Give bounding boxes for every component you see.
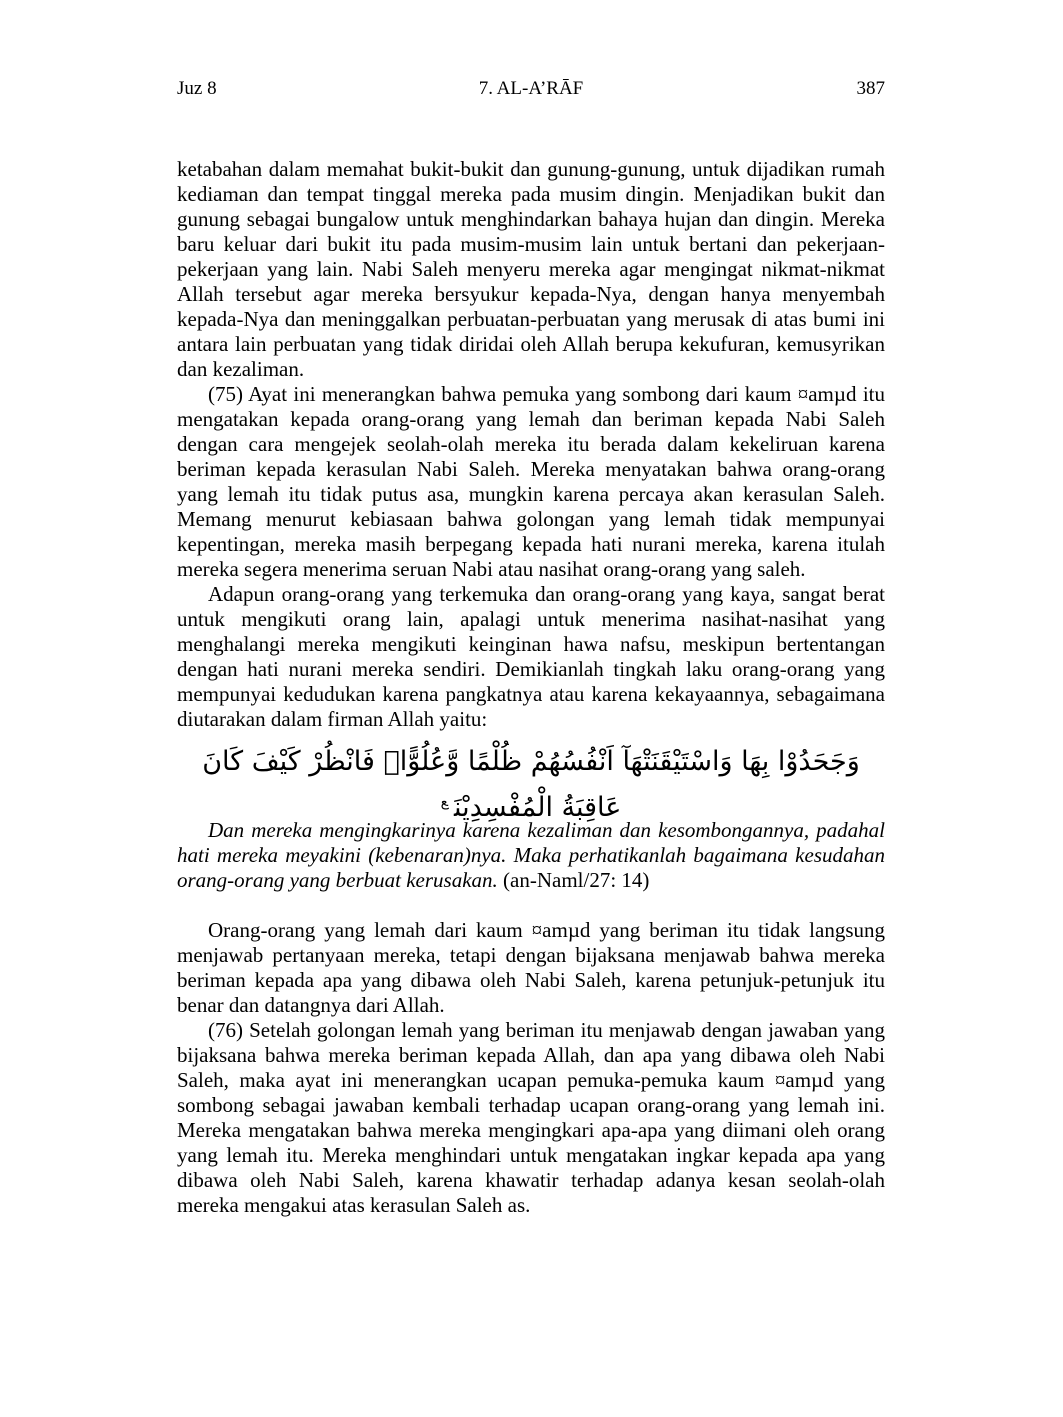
juz-label: Juz 8 bbox=[177, 78, 217, 99]
surah-title: 7. AL-A’RĀF bbox=[478, 78, 584, 99]
paragraph-continuation: ketabahan dalam memahat bukit-bukit dan gunung-gunung, untuk dijadikan rumah kediaman dan tempat tinggal mereka pada musim dingin. Menjadikan bukit dan gunung sebagai bungalow untuk menghindarkan bahaya hujan dan dingin. Mereka baru keluar dari bukit itu pada musim-musim lain untuk bertani dan pekerjaan-pekerjaan yang lain. Nabi Saleh menyeru mereka agar mengingat nikmat-nikmat Allah tersebut agar mereka bersyukur kepada-Nya, dengan hanya menyembah kepada-Nya dan meninggalkan perbuatan-perbuatan yang merusak di atas bumi ini antara lain perbuatan yang tidak diridai oleh Allah berupa kekufuran, kemusyrikan dan kezaliman. bbox=[177, 157, 885, 381]
quran-verse-arabic bbox=[177, 742, 885, 823]
running-header bbox=[177, 76, 885, 102]
paragraph-weak-reply: Orang-orang yang lemah dari kaum ¤amµd yang beriman itu tidak langsung menjawab pertanyaan mereka, tetapi dengan bijaksana menjawab bahwa mereka beriman kepada apa yang dibawa oleh Nabi Saleh, karena petunjuk-petunjuk itu benar dan datangnya dari Allah. bbox=[177, 918, 885, 1017]
paragraph-verse-76: (76) Setelah golongan lemah yang beriman itu menjawab dengan jawaban yang bijaksana bahwa mereka beriman kepada Allah, dan apa yang dibawa oleh Nabi Saleh, maka ayat ini menerangkan ucapan pemuka-pemuka kaum ¤amµd yang sombong sebagai jawaban kembali terhadap ucapan orang-orang yang lemah ini. Mereka mengatakan bahwa mereka mengingkari apa-apa yang diimani oleh orang yang lemah itu. Mereka menghindari untuk mengatakan ingkar kepada apa yang dibawa oleh Nabi Saleh, karena khawatir terhadap adanya kesan seolah-olah mereka mengakui atas kerasulan Saleh as. bbox=[177, 1018, 885, 1217]
translation-text: Dan mereka mengingkarinya karena kezaliman dan kesombongannya, padahal hati mereka meyakini (kebenaran)nya. Maka perhatikanlah bagaimana kesudahan orang-orang yang berbuat kerusakan. bbox=[177, 818, 885, 892]
verse-reference: (an-Naml/27: 14) bbox=[503, 868, 650, 892]
page-body bbox=[177, 157, 885, 1218]
paragraph-verse-75: (75) Ayat ini menerangkan bahwa pemuka yang sombong dari kaum ¤amµd itu mengatakan kepada orang-orang yang lemah dan beriman kepada Nabi Saleh dengan cara mengejek seolah-olah mereka itu berada dalam kekeliruan karena beriman kepada kerasulan Nabi Saleh. Mereka menyatakan bahwa orang-orang yang lemah itu tidak putus asa, mungkin karena percaya akan kerasulan Saleh. Memang menurut kebiasaan bahwa golongan yang lemah tidak mempunyai kepentingan, mereka masih berpegang kepada hati nurani mereka, karena itulah mereka segera menerima seruan Nabi atau nasihat orang-orang yang saleh. bbox=[177, 382, 885, 581]
ruku-mark: ع bbox=[440, 794, 449, 810]
page-number: 387 bbox=[856, 78, 885, 99]
spacer bbox=[177, 893, 885, 918]
paragraph-nobles: Adapun orang-orang yang terkemuka dan orang-orang yang kaya, sangat berat untuk mengikuti orang lain, apalagi untuk menerima nasihat-nasihat yang menghalangi mereka mengikuti keinginan hawa nafsu, meskipun bertentangan dengan hati nurani mereka sendiri. Demikianlah tingkah laku orang-orang yang mempunyai kedudukan karena pangkatnya atau karena kekayaannya, sebagaimana diutarakan dalam firman Allah yaitu: bbox=[177, 582, 885, 731]
verse-translation bbox=[177, 818, 885, 893]
arabic-verse-text: وَجَحَدُوْا بِهَا وَاسْتَيْقَنَتْهَآ اَنْفُسُهُمْ ظُلْمًا وَّعُلُوًّاۗ فَانْظُرْ كَيْفَ كَانَ عَاقِبَةُ الْمُفْسِدِيْنَ bbox=[202, 746, 860, 823]
